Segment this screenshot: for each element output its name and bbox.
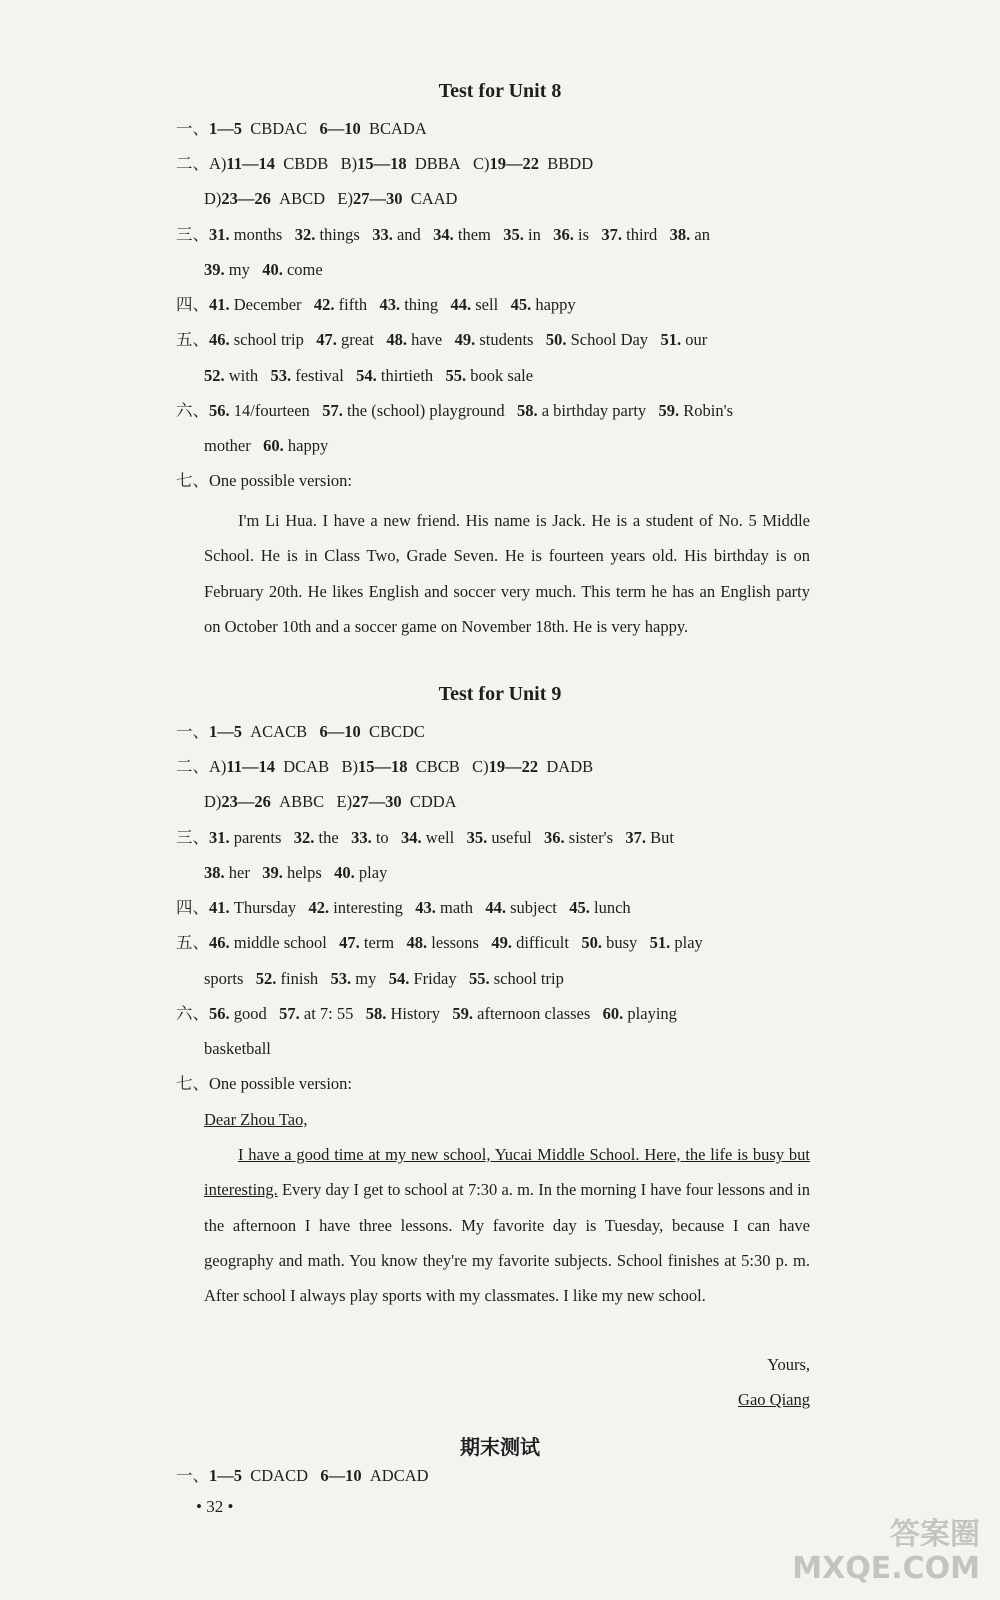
unit9-section3-line2 — [204, 862, 864, 884]
section-number: 五、 — [176, 330, 209, 349]
part-label: E) — [337, 189, 353, 208]
answer-word: fifth — [338, 295, 368, 314]
answer-word: School Day — [570, 330, 649, 349]
question-number: 56. — [209, 1004, 230, 1023]
answer-word: at 7: 55 — [303, 1004, 354, 1023]
answer-word: thirtieth — [380, 366, 434, 385]
answer-word: sports — [204, 969, 244, 988]
question-number: 41. — [209, 295, 230, 314]
question-number: 54. — [388, 969, 410, 988]
question-number: 33. — [351, 828, 372, 847]
answer-word: happy — [535, 295, 576, 314]
section-number: 四、 — [176, 295, 209, 314]
answer-word: come — [286, 260, 323, 279]
part-label: E) — [336, 792, 353, 811]
unit9-section4 — [176, 897, 836, 919]
question-number: 36. — [544, 828, 565, 847]
watermark-logo: 答案圈 MXQE.COM — [792, 1517, 980, 1586]
answer-word: Friday — [413, 969, 457, 988]
question-number: 54. — [356, 366, 377, 385]
question-number: 38. — [204, 863, 225, 882]
question-number: 46. — [209, 933, 230, 952]
question-range: 19—22 — [488, 757, 539, 776]
question-number: 37. — [601, 225, 622, 244]
answer-word: them — [457, 225, 491, 244]
answer-word: third — [626, 225, 658, 244]
section-number: 二、 — [176, 154, 209, 173]
question-number: 59. — [658, 401, 680, 420]
answer-word: busy — [606, 933, 638, 952]
question-number: 44. — [485, 898, 506, 917]
answer-word: her — [228, 863, 250, 882]
answer-key: CBDB — [283, 154, 329, 173]
answer-word: difficult — [516, 933, 569, 952]
part-label: B) — [341, 757, 358, 776]
answer-word: interesting — [333, 898, 403, 917]
unit8-section2-line2 — [204, 188, 864, 210]
section-number: 一、 — [176, 722, 209, 741]
part-label: D) — [204, 189, 222, 208]
answer-word: school trip — [493, 969, 564, 988]
unit8-section6-line1 — [176, 400, 836, 422]
unit9-section5-line1 — [176, 932, 836, 954]
answer-key: ACACB — [250, 722, 308, 741]
question-range: 6—10 — [319, 119, 361, 138]
unit9-closing: Yours, — [767, 1355, 810, 1374]
question-number: 48. — [406, 933, 428, 952]
answer-word: happy — [287, 436, 329, 455]
answer-key: DBBA — [414, 154, 461, 173]
answer-word: playing — [627, 1004, 677, 1023]
question-number: 40. — [262, 260, 283, 279]
unit9-section2-line2 — [204, 791, 864, 813]
unit8-section6-line2 — [204, 435, 864, 457]
question-number: 52. — [204, 366, 225, 385]
answer-key: CDDA — [409, 792, 457, 811]
answer-word: book sale — [470, 366, 534, 385]
answer-word: December — [233, 295, 302, 314]
question-number: 43. — [415, 898, 436, 917]
answer-word: sister's — [568, 828, 614, 847]
final-section1 — [176, 1465, 836, 1487]
question-range: 6—10 — [319, 722, 361, 741]
answer-word: 14/fourteen — [233, 401, 310, 420]
question-number: 31. — [209, 225, 230, 244]
answer-word: thing — [404, 295, 439, 314]
question-range: 15—18 — [357, 757, 408, 776]
unit8-section5-line1 — [176, 329, 836, 351]
part-label: C) — [473, 154, 490, 173]
answer-word: festival — [295, 366, 344, 385]
question-number: 41. — [209, 898, 230, 917]
answer-word: History — [390, 1004, 440, 1023]
answer-word: with — [228, 366, 259, 385]
question-range: 27—30 — [352, 189, 403, 208]
answer-word: But — [650, 828, 674, 847]
section-number: 三、 — [176, 828, 209, 847]
section-number: 四、 — [176, 898, 209, 917]
question-number: 38. — [669, 225, 691, 244]
question-number: 42. — [313, 295, 335, 314]
section-number: 一、 — [176, 119, 209, 138]
answer-word: my — [355, 969, 377, 988]
question-number: 47. — [339, 933, 360, 952]
question-range: 15—18 — [357, 154, 407, 173]
question-number: 49. — [454, 330, 476, 349]
question-number: 42. — [308, 898, 330, 917]
unit9-essay-underlined: I have a good time at my new school, Yucai Middle School. Here, the life is busy but interesting. — [204, 1145, 810, 1200]
question-number: 39. — [204, 260, 225, 279]
question-number: 50. — [581, 933, 602, 952]
section-number: 六、 — [176, 401, 209, 420]
unit9-signature: Gao Qiang — [738, 1390, 810, 1409]
part-label: C) — [472, 757, 489, 776]
answer-key: DADB — [546, 757, 594, 776]
answer-word: lessons — [431, 933, 479, 952]
question-number: 32. — [294, 225, 316, 244]
answer-word: have — [411, 330, 443, 349]
unit9-section5-line2 — [204, 968, 864, 990]
answer-key: BBDD — [547, 154, 594, 173]
answer-word: useful — [491, 828, 532, 847]
answer-word: an — [694, 225, 710, 244]
unit8-title: Test for Unit 8 — [438, 80, 562, 102]
answer-key: CBCB — [415, 757, 460, 776]
part-label: A) — [209, 154, 227, 173]
part-label: D) — [204, 792, 222, 811]
question-number: 53. — [330, 969, 352, 988]
question-number: 55. — [468, 969, 490, 988]
question-number: 51. — [660, 330, 682, 349]
question-number: 50. — [545, 330, 567, 349]
unit9-title: Test for Unit 9 — [438, 683, 562, 705]
answer-word: good — [233, 1004, 267, 1023]
question-range: 11—14 — [226, 154, 276, 173]
answer-word: my — [228, 260, 250, 279]
final-title: 期末测试 — [460, 1437, 540, 1459]
question-range: 19—22 — [489, 154, 540, 173]
unit9-section6-line1 — [176, 1003, 836, 1025]
part-label: A) — [209, 757, 227, 776]
question-range: 1—5 — [209, 722, 242, 741]
section-number: 二、 — [176, 757, 209, 776]
question-range: 23—26 — [221, 189, 271, 208]
question-number: 45. — [510, 295, 532, 314]
answer-word: well — [425, 828, 455, 847]
question-number: 34. — [433, 225, 454, 244]
question-range: 1—5 — [209, 119, 242, 138]
answer-word: a birthday party — [541, 401, 647, 420]
answer-key: CBCDC — [368, 722, 425, 741]
answer-word: play — [674, 933, 703, 952]
question-number: 55. — [445, 366, 467, 385]
question-number: 49. — [491, 933, 512, 952]
question-number: 60. — [263, 436, 284, 455]
question-number: 48. — [386, 330, 407, 349]
question-number: 57. — [322, 401, 343, 420]
answer-word: play — [358, 863, 388, 882]
answer-word: parents — [233, 828, 282, 847]
answer-word: lunch — [593, 898, 631, 917]
answer-word: our — [685, 330, 708, 349]
question-number: 46. — [209, 330, 230, 349]
answer-word: great — [341, 330, 374, 349]
answer-key: ABBC — [279, 792, 325, 811]
answer-word: Robin's — [683, 401, 734, 420]
answer-word: basketball — [204, 1039, 271, 1058]
unit8-section5-line2 — [204, 365, 864, 387]
unit9-section6-line2 — [204, 1038, 864, 1060]
answer-key: DCAB — [283, 757, 330, 776]
question-number: 36. — [553, 225, 574, 244]
answer-word: the (school) playground — [346, 401, 505, 420]
question-range: 23—26 — [221, 792, 271, 811]
answer-word: math — [439, 898, 473, 917]
answer-key: CBDAC — [250, 119, 308, 138]
question-number: 37. — [625, 828, 647, 847]
answer-word: Thursday — [233, 898, 297, 917]
question-number: 35. — [466, 828, 488, 847]
question-range: 27—30 — [352, 792, 402, 811]
question-number: 52. — [255, 969, 277, 988]
answer-word: helps — [286, 863, 322, 882]
unit8-section3-line2 — [204, 259, 864, 281]
answer-word: subject — [510, 898, 557, 917]
unit9-salutation: Dear Zhou Tao, — [204, 1110, 308, 1129]
answer-word: months — [233, 225, 283, 244]
answer-key: CDACD — [250, 1466, 309, 1485]
answer-key: ABCD — [279, 189, 326, 208]
unit8-section3-line1 — [176, 224, 836, 246]
question-number: 34. — [401, 828, 422, 847]
question-number: 58. — [516, 401, 538, 420]
question-number: 53. — [270, 366, 292, 385]
question-number: 31. — [209, 828, 230, 847]
question-number: 59. — [452, 1004, 473, 1023]
unit8-section4 — [176, 294, 836, 316]
question-number: 39. — [262, 863, 283, 882]
answer-word: in — [528, 225, 541, 244]
question-number: 33. — [372, 225, 393, 244]
question-number: 47. — [316, 330, 337, 349]
question-number: 58. — [365, 1004, 387, 1023]
answer-word: mother — [204, 436, 251, 455]
question-range: 11—14 — [226, 757, 276, 776]
unit8-section2-line1 — [176, 153, 836, 175]
answer-word: sell — [475, 295, 499, 314]
question-number: 45. — [569, 898, 590, 917]
answer-word: afternoon classes — [477, 1004, 591, 1023]
unit8-essay: I'm Li Hua. I have a new friend. His name is Jack. He is a student of No. 5 Middle School. He is in Class Two, Grade Seven. He is fourteen years old. His birthday is on February 20th. He likes English and soccer very much. This term he has an English party on October 10th and a soccer game on November 18th. He is very happy. — [204, 511, 810, 636]
unit9-section3-line1 — [176, 827, 836, 849]
question-number: 35. — [503, 225, 524, 244]
answer-word: is — [577, 225, 589, 244]
question-number: 51. — [649, 933, 671, 952]
question-number: 60. — [602, 1004, 624, 1023]
question-range: 1—5 — [209, 1466, 242, 1485]
part-label: B) — [340, 154, 358, 173]
unit9-section2-line1 — [176, 756, 836, 778]
answer-word: and — [396, 225, 421, 244]
unit8-section7-heading: 七、One possible version: — [176, 471, 352, 490]
question-number: 56. — [209, 401, 230, 420]
question-number: 44. — [450, 295, 472, 314]
question-number: 40. — [334, 863, 355, 882]
answer-key: ADCAD — [369, 1466, 429, 1485]
unit9-section1 — [176, 721, 836, 743]
answer-word: to — [375, 828, 389, 847]
section-number: 三、 — [176, 225, 209, 244]
section-number: 一、 — [176, 1466, 209, 1485]
answer-word: students — [479, 330, 534, 349]
unit9-essay — [204, 1137, 810, 1313]
answer-key: BCADA — [368, 119, 427, 138]
answer-word: school trip — [233, 330, 304, 349]
page-number: • 32 • — [196, 1497, 234, 1516]
question-range: 6—10 — [320, 1466, 362, 1485]
answer-word: things — [319, 225, 360, 244]
answer-key: CAAD — [410, 189, 458, 208]
answer-word: the — [318, 828, 339, 847]
answer-word: finish — [280, 969, 319, 988]
question-number: 57. — [279, 1004, 300, 1023]
answer-word: term — [363, 933, 395, 952]
section-number: 六、 — [176, 1004, 209, 1023]
section-number: 五、 — [176, 933, 209, 952]
unit9-essay-rest: Every day I get to school at 7:30 a. m. In the morning I have four lessons and in the afternoon I have three lessons. My favorite day is Tuesday, because I can have geography and math. You know they're my favorite subjects. School finishes at 5:30 p. m. After school I always play sports with my classmates. I like my new school. — [204, 1180, 810, 1306]
question-number: 32. — [293, 828, 315, 847]
unit8-section1 — [176, 118, 836, 140]
answer-word: middle school — [233, 933, 327, 952]
question-number: 43. — [379, 295, 401, 314]
unit9-section7-heading: 七、One possible version: — [176, 1074, 352, 1093]
